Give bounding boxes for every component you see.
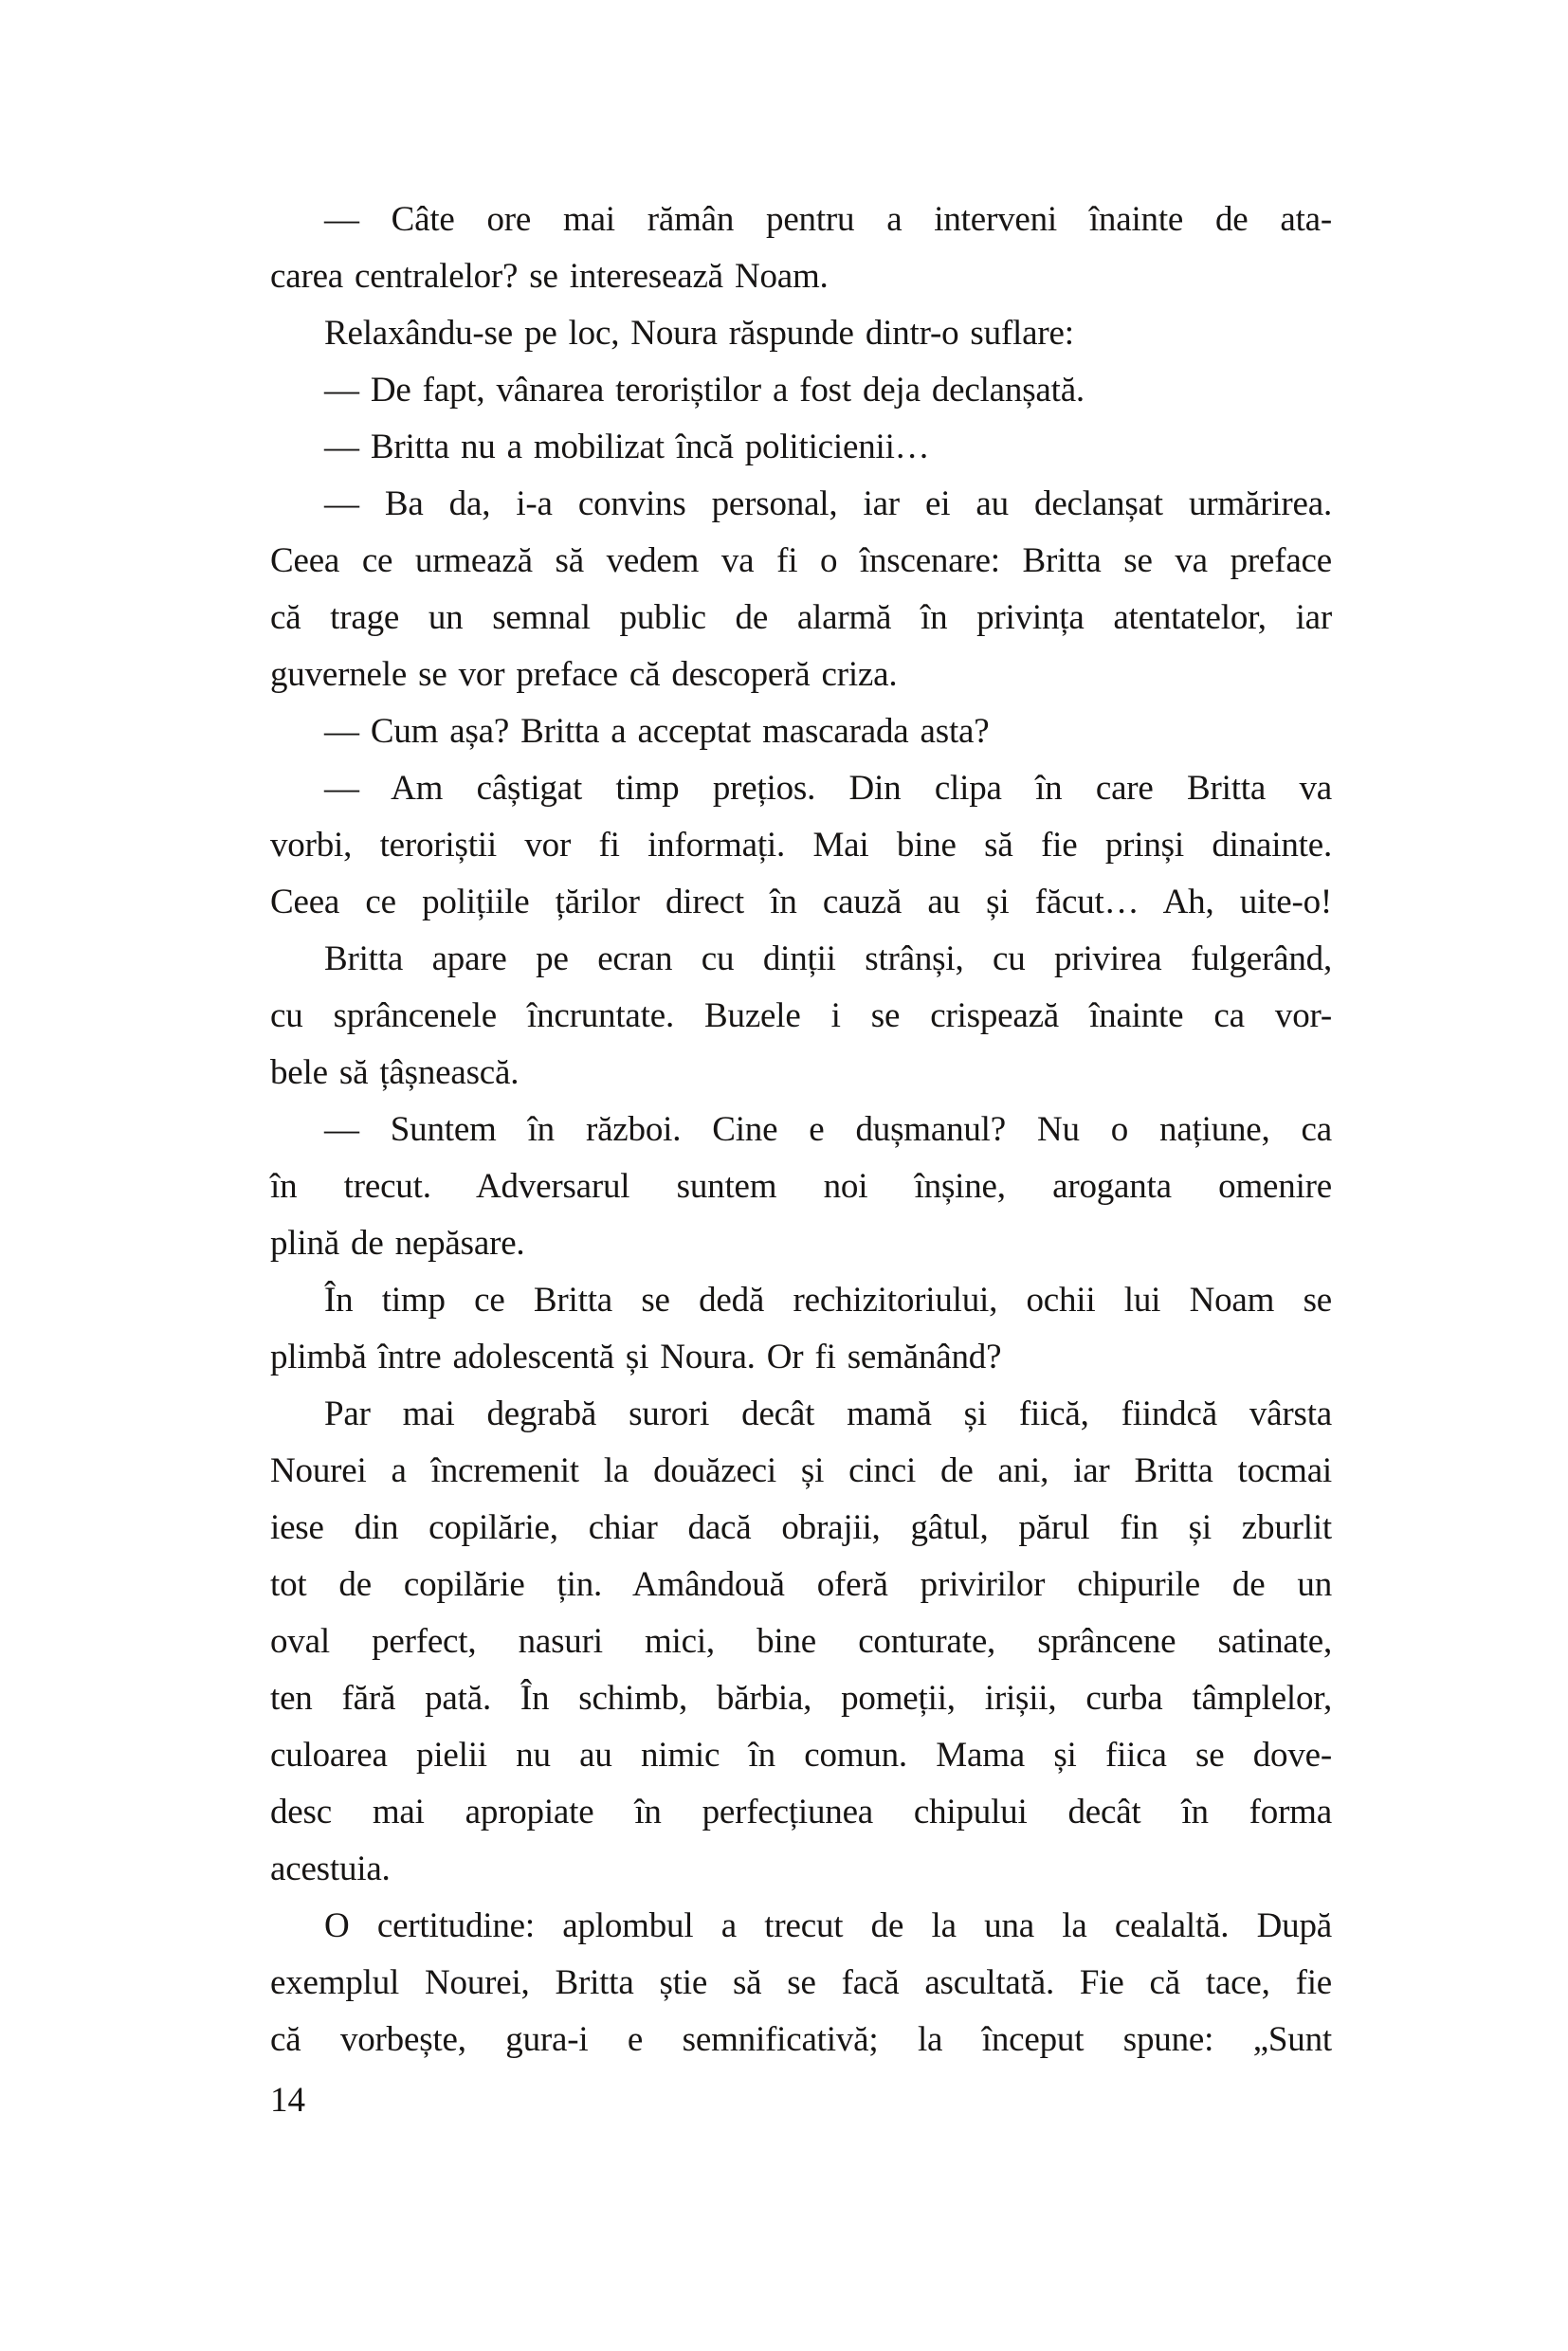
text-line: bele să țâșnească. [270,1053,520,1092]
text-line: Relaxându-se pe loc, Noura răspunde dintr-o suflare: [324,314,1074,353]
text-line: — Ba da, i-a convins personal, iar ei au declanșat urmărirea. [324,484,1332,523]
text-line: cu sprâncenele încruntate. Buzele i se crispează înainte ca vor- [270,996,1332,1035]
text-block [270,191,1332,2069]
text-line: oval perfect, nasuri mici, bine conturate, sprâncene satinate, [270,1622,1332,1661]
text-line: Nourei a încremenit la douăzeci și cinci de ani, iar Britta tocmai [270,1451,1332,1490]
text-line: culoarea pielii nu au nimic în comun. Mama și fiica se dove- [270,1736,1332,1775]
text-line: plină de nepăsare. [270,1224,525,1263]
text-line: — Cum așa? Britta a acceptat mascarada asta? [324,712,990,751]
text-line: — Câte ore mai rămân pentru a interveni înainte de ata- [324,200,1332,239]
text-line: vorbi, teroriștii vor fi informați. Mai bine să fie prinși dinainte. [270,826,1332,865]
text-line: Ceea ce urmează să vedem va fi o înscenare: Britta se va preface [270,541,1332,580]
text-line: — Britta nu a mobilizat încă politicienii… [324,428,930,466]
text-line: în trecut. Adversarul suntem noi înșine, aroganta omenire [270,1167,1332,1206]
text-line: carea centralelor? se interesează Noam. [270,257,829,296]
text-line: ten fără pată. În schimb, bărbia, pomeții, irișii, curba tâmplelor, [270,1679,1332,1718]
text-line: O certitudine: aplombul a trecut de la una la cealaltă. După [324,1906,1332,1945]
text-line: Britta apare pe ecran cu dinții strânși, cu privirea fulgerând, [324,939,1332,978]
text-line: că vorbește, gura-i e semnificativă; la început spune: „Sunt [270,2020,1332,2059]
text-line: plimbă între adolescentă și Noura. Or fi semănând? [270,1338,1002,1376]
text-line: desc mai apropiate în perfecțiunea chipului decât în forma [270,1793,1332,1832]
text-line: — De fapt, vânarea teroriștilor a fost deja declanșată. [324,371,1085,410]
text-line: că trage un semnal public de alarmă în privința atentatelor, iar [270,598,1332,637]
text-line: Par mai degrabă surori decât mamă și fiică, fiindcă vârsta [324,1394,1332,1433]
text-line: — Am câștigat timp prețios. Din clipa în care Britta va [324,769,1332,808]
page-number: 14 [270,2081,305,2120]
text-line: guvernele se vor preface că descoperă criza. [270,655,898,694]
text-line: — Suntem în război. Cine e dușmanul? Nu o națiune, ca [324,1110,1332,1149]
text-line: acestuia. [270,1850,391,1888]
text-line: iese din copilărie, chiar dacă obrajii, gâtul, părul fin și zburlit [270,1508,1332,1547]
text-line: Ceea ce polițiile țărilor direct în cauză au și făcut… Ah, uite-o! [270,883,1332,921]
text-line: exemplul Nourei, Britta știe să se facă ascultată. Fie că tace, fie [270,1963,1332,2002]
text-line: tot de copilărie țin. Amândouă oferă privirilor chipurile de un [270,1565,1332,1604]
text-line: În timp ce Britta se dedă rechizitoriului, ochii lui Noam se [324,1281,1332,1320]
